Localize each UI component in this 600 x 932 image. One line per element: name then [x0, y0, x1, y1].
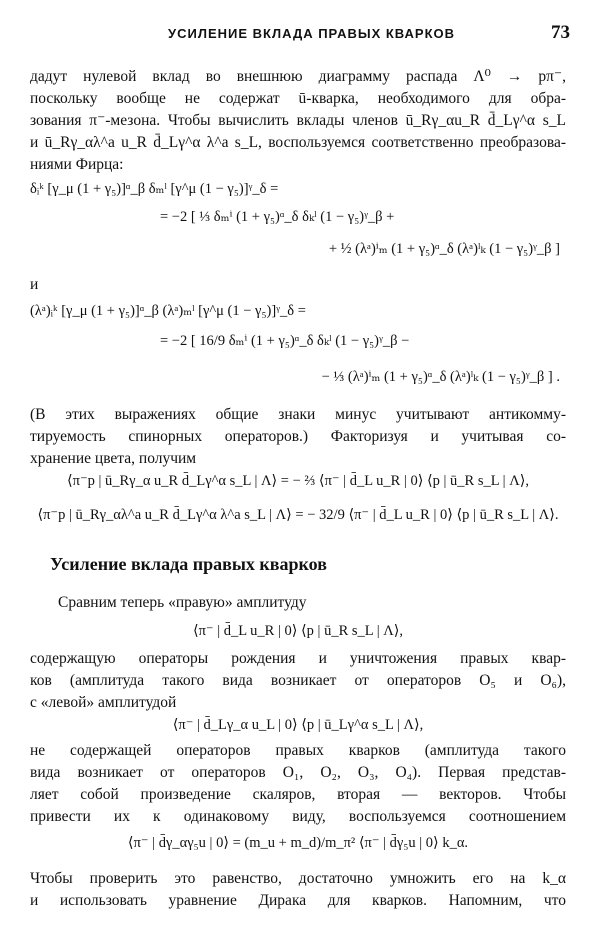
text-line: дадут нулевой вклад во внешнюю диаграмму распада Λ⁰ → pπ⁻, [30, 68, 566, 85]
text-line: привести их к одинаковому виду, воспользуемся соотношением [30, 808, 566, 825]
text-line: с «левой» амплитудой [30, 694, 177, 711]
fierz-equation-1-line-1: δᵢᵏ [γ_μ (1 + γ₅)]ᵅ_β δₘˡ [γ^μ (1 − γ₅)]ᵞ_δ = [30, 181, 279, 197]
text-line: содержащую операторы рождения и уничтожения правых квар- [30, 650, 566, 667]
fierz-equation-1-line-3: + ½ (λᵃ)ⁱₘ (1 + γ₅)ᵅ_δ (λᵃ)ˡₖ (1 − γ₅)ᵞ_β ] [328, 241, 560, 257]
fierz-equation-1-line-2: = −2 [ ⅓ δₘⁱ (1 + γ₅)ᵅ_δ δₖˡ (1 − γ₅)ᵞ_β + [160, 209, 395, 225]
amplitude-equation-2: ⟨π⁻p | ū_Rγ_αλ^a u_R d̄_Lγ^α λ^a s_L | Λ⟩ = − 32/9 ⟨π⁻ | d̄_L u_R | 0⟩ ⟨p | ū_R s_L | Λ⟩. [37, 507, 559, 523]
text-line: тируемость спинорных операторов.) Факторизуя и учитывая со- [30, 428, 566, 445]
fierz-equation-2-line-3: − ⅓ (λᵃ)ⁱₘ (1 + γ₅)ᵅ_δ (λᵃ)ˡₖ (1 − γ₅)ᵞ_β ] . [321, 369, 560, 385]
text-line: хранение цвета, получим [30, 450, 197, 467]
page-number: 73 [551, 22, 570, 43]
fierz-equation-2-line-2: = −2 [ 16/9 δₘⁱ (1 + γ₅)ᵅ_δ δₖˡ (1 − γ₅)ᵞ_β − [160, 333, 410, 349]
text-line: ков (амплитуда такого вида возникает от операторов O₅ и O₆), [30, 672, 566, 689]
text-line: ляет собой произведение скаляров, вторая — векторов. Чтобы [30, 786, 566, 803]
left-amplitude-equation: ⟨π⁻ | d̄_Lγ_α u_L | 0⟩ ⟨p | ū_Lγ^α s_L | Λ⟩, [172, 717, 424, 733]
text-line: Сравним теперь «правую» амплитуду [58, 594, 307, 611]
relation-equation: ⟨π⁻ | d̄γ_αγ₅u | 0⟩ = (m_u + m_d)/m_π² ⟨π⁻ | d̄γ₅u | 0⟩ k_α. [127, 835, 469, 851]
text-line: ниями Фирца: [30, 156, 124, 173]
running-title: УСИЛЕНИЕ ВКЛАДА ПРАВЫХ КВАРКОВ [168, 26, 456, 41]
text-line: Чтобы проверить это равенство, достаточно умножить его на k_α [30, 870, 566, 887]
text-line: поскольку вообще не содержат ū-кварка, необходимого для обра- [30, 90, 566, 107]
text-line: вида возникает от операторов O₁, O₂, O₃, O₄). Первая представ- [30, 764, 566, 781]
text-line: и использовать уравнение Дирака для кварков. Напомним, что [30, 892, 566, 909]
text-line: не содержащей операторов правых кварков (амплитуда такого [30, 742, 566, 759]
right-amplitude-equation: ⟨π⁻ | d̄_L u_R | 0⟩ ⟨p | ū_R s_L | Λ⟩, [192, 623, 404, 639]
fierz-equation-2-line-1: (λᵃ)ᵢᵏ [γ_μ (1 + γ₅)]ᵅ_β (λᵃ)ₘˡ [γ^μ (1 − γ₅)]ᵞ_δ = [30, 303, 306, 319]
section-title: Усиление вклада правых кварков [50, 554, 327, 574]
conjunction: и [30, 276, 39, 293]
text-line: и ū_Rγ_αλ^a u_R d̄_Lγ^α λ^a s_L, воспользуемся соответственно преобразова- [30, 134, 566, 151]
amplitude-equation-1: ⟨π⁻p | ū_Rγ_α u_R d̄_Lγ^α s_L | Λ⟩ = − ⅔ ⟨π⁻ | d̄_L u_R | 0⟩ ⟨p | ū_R s_L | Λ⟩, [66, 473, 530, 489]
page-header [28, 22, 576, 46]
text-line: зования π⁻-мезона. Чтобы вычислить вклады членов ū_Rγ_αu_R d̄_Lγ^α s_L [30, 112, 566, 129]
text-line: (В этих выражениях общие знаки минус учитывают антикомму- [30, 406, 566, 423]
